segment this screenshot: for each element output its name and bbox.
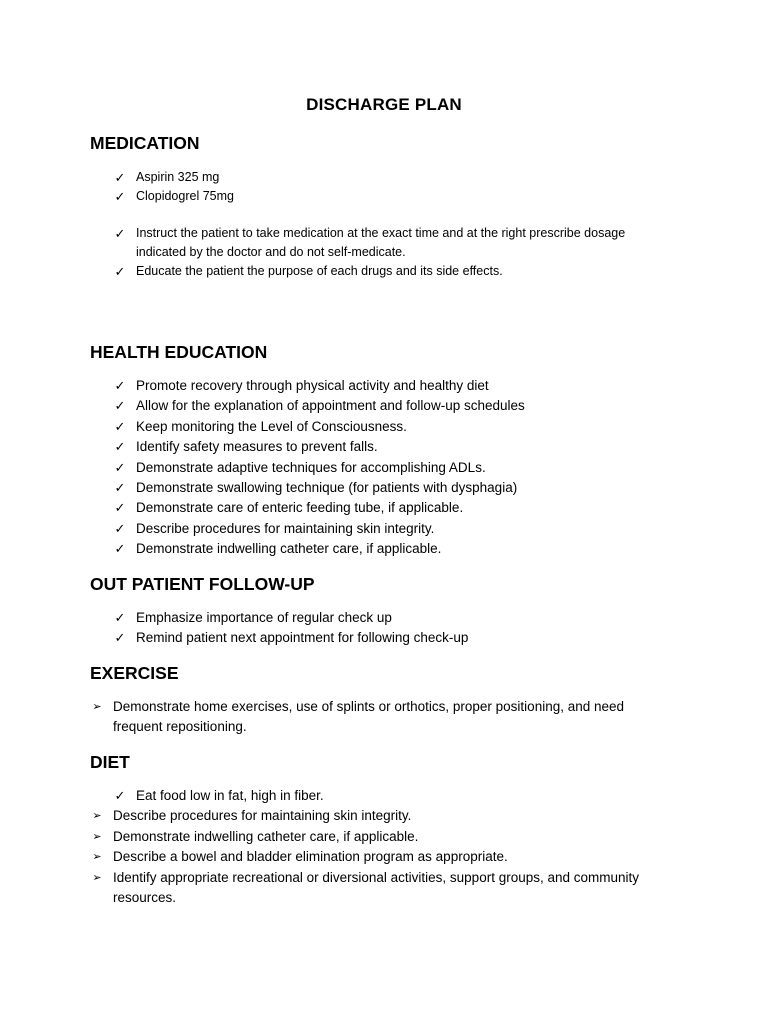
item-text: Instruct the patient to take medication at the exact time and at the right prescribe dosage indicated by the doctor and do not self-medicate. [136,226,626,259]
check-icon: ✓ [114,500,126,516]
check-icon: ✓ [114,170,126,185]
document-title: DISCHARGE PLAN [306,95,462,114]
out-patient-list [0,608,666,649]
list-item [0,608,666,628]
medication-drug-list [0,168,666,206]
list-item [0,697,668,738]
arrow-bullet-icon: ➢ [92,851,102,864]
check-icon: ✓ [114,189,126,204]
list-item [0,224,666,262]
check-icon: ✓ [114,398,126,414]
check-icon: ✓ [114,610,126,625]
check-icon: ✓ [114,541,126,557]
item-text: Emphasize importance of regular check up [136,610,392,625]
heading-out-patient-follow-up: OUT PATIENT FOLLOW-UP [90,574,315,594]
exercise-list [0,697,668,738]
list-item [0,827,668,847]
item-text: Educate the patient the purpose of each drugs and its side effects. [136,264,503,278]
item-text: Describe a bowel and bladder elimination program as appropriate. [113,849,508,865]
list-item [0,262,666,281]
item-text: Identify safety measures to prevent falls. [136,439,378,455]
list-item [0,168,666,187]
item-text: Aspirin 325 mg [136,170,220,184]
check-icon: ✓ [114,264,126,279]
list-item [0,376,666,396]
list-item [0,539,666,559]
list-item [0,628,666,648]
check-icon: ✓ [114,439,126,455]
item-text: Eat food low in fat, high in fiber. [136,788,324,803]
item-text: Describe procedures for maintaining skin integrity. [113,808,412,824]
heading-diet: DIET [90,752,130,772]
list-item [0,498,666,518]
item-text: Remind patient next appointment for following check-up [136,630,469,646]
list-item [0,187,666,206]
arrow-bullet-icon: ➢ [92,830,102,843]
heading-exercise: EXERCISE [90,663,179,683]
check-icon: ✓ [114,459,126,475]
health-education-list [0,376,666,560]
list-item [0,786,666,806]
diet-list [0,786,668,908]
list-item [0,847,668,867]
item-text: Describe procedures for maintaining skin integrity. [136,520,435,536]
check-icon: ✓ [114,418,126,434]
item-text: Demonstrate swallowing technique (for patients with dysphagia) [136,480,518,496]
list-item [0,806,668,826]
list-item [0,478,666,498]
item-text: Clopidogrel 75mg [136,189,234,203]
check-icon: ✓ [114,378,126,393]
item-text: Allow for the explanation of appointment and follow-up schedules [136,398,525,414]
arrow-bullet-icon: ➢ [92,701,102,713]
arrow-bullet-icon: ➢ [92,871,102,884]
check-icon: ✓ [114,480,126,496]
item-text: Keep monitoring the Level of Consciousness. [136,418,407,434]
item-text: Promote recovery through physical activity and healthy diet [136,378,489,393]
heading-medication: MEDICATION [90,133,200,153]
check-icon: ✓ [114,630,126,646]
check-icon: ✓ [114,788,126,803]
item-text: Demonstrate indwelling catheter care, if applicable. [113,828,419,844]
item-text: Identify appropriate recreational or diversional activities, support groups, and community resources. [113,869,640,906]
item-text: Demonstrate indwelling catheter care, if applicable. [136,541,442,557]
list-item [0,458,666,478]
list-item [0,437,666,457]
medication-instruction-list [0,224,666,281]
item-text: Demonstrate adaptive techniques for accomplishing ADLs. [136,459,486,475]
list-item [0,417,666,437]
heading-health-education: HEALTH EDUCATION [90,342,268,362]
check-icon: ✓ [114,520,126,536]
item-text: Demonstrate home exercises, use of splints or orthotics, proper positioning, and need frequent repositioning. [113,699,625,735]
check-icon: ✓ [114,226,126,241]
item-text: Demonstrate care of enteric feeding tube, if applicable. [136,500,464,516]
list-item [0,868,668,909]
list-item [0,396,666,416]
list-item [0,519,666,539]
arrow-bullet-icon: ➢ [92,810,102,823]
